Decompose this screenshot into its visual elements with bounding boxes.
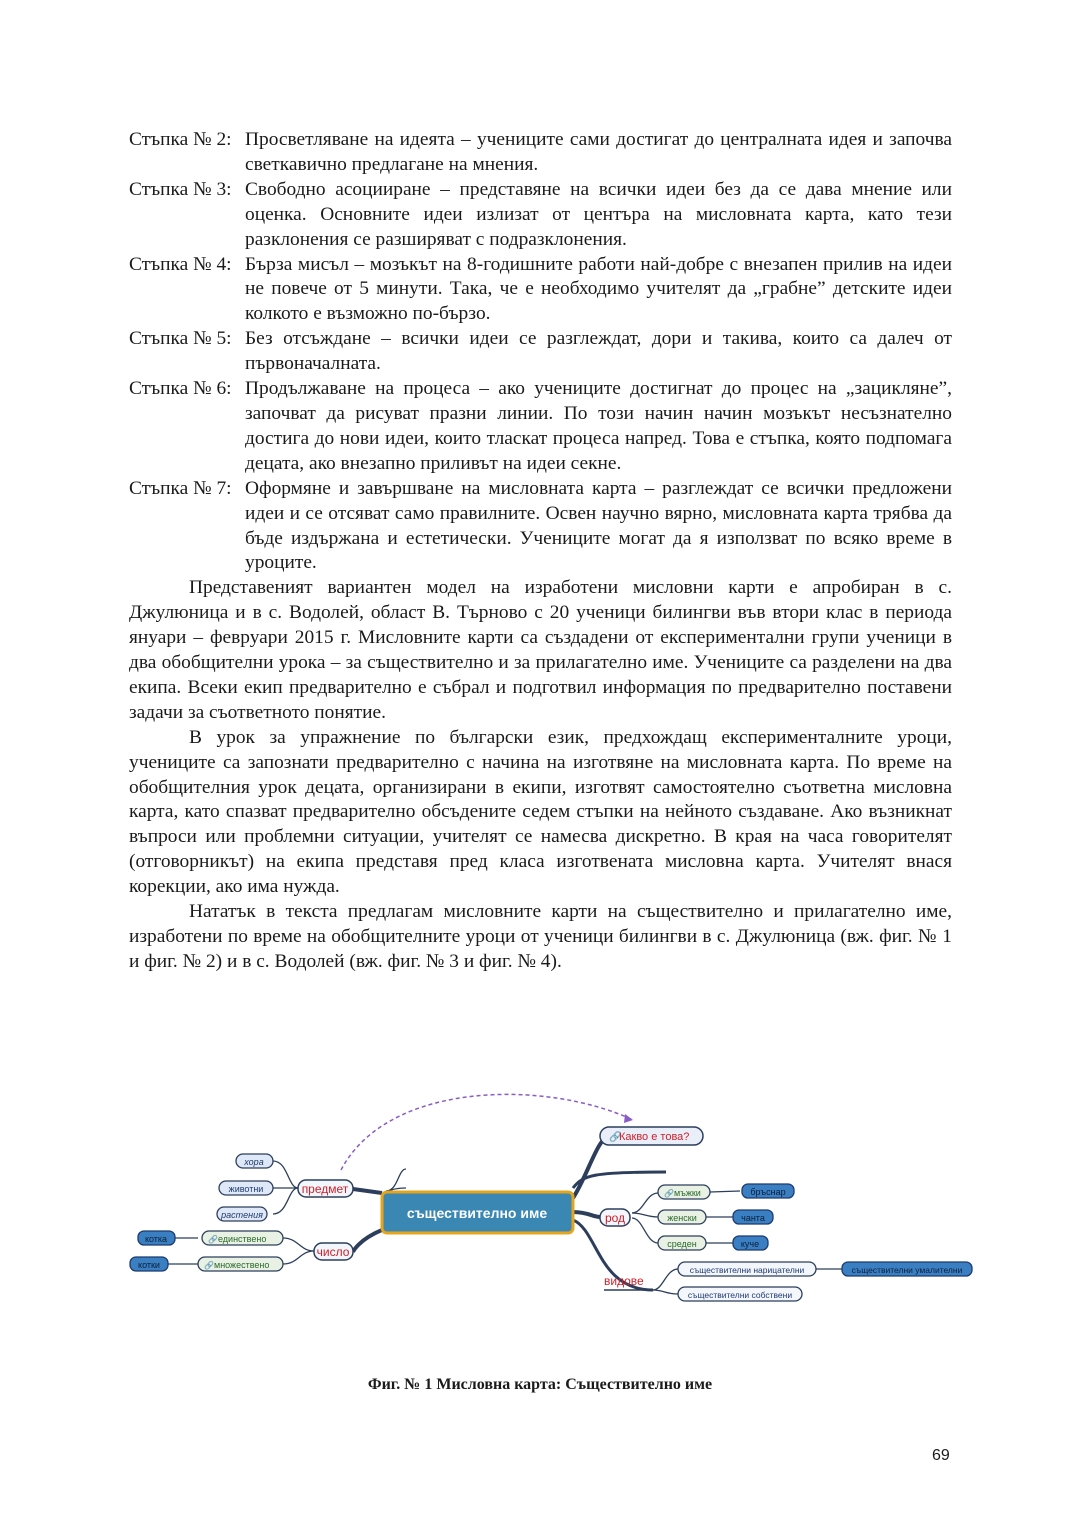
body-text <box>129 128 952 975</box>
link-icon: 🔗 <box>208 1235 218 1244</box>
step-4 <box>129 253 952 328</box>
branch <box>353 1230 382 1252</box>
branch <box>573 1212 600 1217</box>
connector <box>653 1269 678 1290</box>
naritsatelni-label: съществителни нарицателни <box>689 1265 805 1275</box>
step-text: Свободно асоцииране – представяне на всички идеи без да се дава мнение или оценка. Основните идеи излизат от центъра на мисловната карта, като тези разклонения се разширяват с подразклонения. <box>245 178 952 250</box>
connector <box>632 1193 658 1213</box>
umalitelni-label: съществителни умалителни <box>851 1265 963 1275</box>
connector <box>632 1213 658 1217</box>
rod-label: род <box>604 1211 626 1225</box>
kotka-label: котка <box>144 1234 168 1244</box>
central-node-label: съществително име <box>406 1205 548 1221</box>
edinstveno-label: единствено <box>218 1234 267 1244</box>
zhivotni-label: животни <box>228 1184 264 1194</box>
step-text: Без отсъждане – всички идеи се разглеждат, дори и такива, които са далеч от първоначалната. <box>245 328 952 375</box>
paragraph: Представеният вариантен модел на изработени мисловни карти е апробиран в с. Джулюница и в с. Водолей, област В. Търново с 20 ученици билингви във втори клас в периода януари – февруари 2015 г. Мисловните карти са създадени от експериментални групи ученици в два обобщителни урока – за съществително и за прилагателно име. Учениците са разделени на два екипа. Всеки екип предварително е събрал и подготвил информация по предварително поставени задачи за съответното понятие. <box>129 577 952 723</box>
connector <box>653 1290 678 1294</box>
step-label: Стъпка № 3: <box>129 178 232 200</box>
rastenia-label: растения <box>221 1210 263 1220</box>
figure-caption: Фиг. № 1 Мисловна карта: Съществително име <box>367 1376 713 1393</box>
link-icon: 🔗 <box>664 1189 674 1198</box>
step-text: Просветляване на идеята – учениците сами достигат до централната идея и започва светкавично предлагане на мнения. <box>245 129 952 175</box>
step-text: Бърза мисъл – мозъкът на 8-годишните работи най-добре с внезапен прилив на идеи не повече от 5 минути. Така, че е необходимо учителят да „грабне” детските идеи колкото е възможно по-бързо. <box>245 253 952 325</box>
kuche-label: куче <box>740 1239 760 1249</box>
connector <box>273 1161 298 1188</box>
step-label: Стъпка № 7: <box>129 477 232 499</box>
sreden-label: среден <box>667 1239 697 1249</box>
vidove-label: видове <box>604 1274 644 1288</box>
branch <box>353 1189 382 1193</box>
chanta-label: чанта <box>741 1213 765 1223</box>
zhenski-label: женски <box>667 1213 697 1223</box>
brasnar-label: бръснар <box>750 1187 786 1197</box>
predmet-label: предмет <box>301 1182 349 1196</box>
mnozhestveno-label: множествено <box>214 1260 270 1270</box>
step-text: Продължаване на процеса – ако учениците достигнат до процес на „зациклянe”, започват да рисуват празни линии. По този начин начин мозъкът несъзнателно достига до нови идеи, които тласкат процеса напред. Това е стъпка, която подпомага децата, ако внезапно приливът на идеи секне. <box>245 378 952 474</box>
step-7 <box>129 477 952 577</box>
paragraph: В урок за упражнение по български език, предхождащ експерименталните уроци, учениците са запознати предварително с начина на изготвяне на мисловната карта. По време на обобщителния урок децата, организирани в екипи, изготвят самостоятелно съответна мисловна карта, като спазват предварително обсъдените седем стъпки на нейното създаване. Ако възникнат въпроси или проблемни ситуации, учителят се намесва дискретно. В края на часа говорителят (отговорникът) на екипа представя пред класа изготвената мисловна карта. Учителят внася корекции, ако има нужда. <box>129 726 952 898</box>
step-2 <box>129 128 952 178</box>
paragraph: Нататък в текста предлагам мисловните карти на съществително и прилагателно име, изработени по време на обобщителните уроци от ученици билингви в с. Джулюница (вж. фиг. № 1 и фиг. № 2) и в с. Водолей (вж. фиг. № 3 и фиг. № 4). <box>129 901 952 972</box>
connector <box>710 1191 740 1192</box>
link-icon: 🔗 <box>609 1132 622 1143</box>
link-icon: 🔗 <box>204 1261 214 1270</box>
branch <box>573 1136 610 1198</box>
muzhki-label: мъжки <box>674 1188 701 1198</box>
step-text: Оформяне и завършване на мисловната карта – разглеждат се всички предложени идеи и се отсяват само правилните. Освен научно вярно, мисловната карта трябва да бъде издържана и естетически. Учениците могат да я използват по всяко време в уроците. <box>245 477 952 574</box>
chislo-label: число <box>316 1245 350 1259</box>
sobstveni-label: съществителни собствени <box>687 1290 793 1300</box>
step-label: Стъпка № 5: <box>129 328 232 350</box>
connector <box>273 1188 298 1214</box>
step-3 <box>129 178 952 253</box>
question-label: Какво е това? <box>619 1131 690 1143</box>
step-label: Стъпка № 4: <box>129 253 232 275</box>
kotki-label: котки <box>138 1260 160 1270</box>
step-label: Стъпка № 2: <box>129 129 232 150</box>
step-5 <box>129 327 952 377</box>
connector <box>632 1218 658 1243</box>
step-6 <box>129 377 952 477</box>
hora-label: хора <box>244 1157 264 1167</box>
page-number: 69 <box>932 1447 950 1464</box>
connector <box>283 1238 314 1251</box>
mind-map-figure <box>128 1070 978 1315</box>
connector <box>283 1251 314 1264</box>
step-label: Стъпка № 6: <box>129 378 232 400</box>
arrow-head <box>624 1114 633 1123</box>
relation-arrow <box>341 1094 633 1170</box>
